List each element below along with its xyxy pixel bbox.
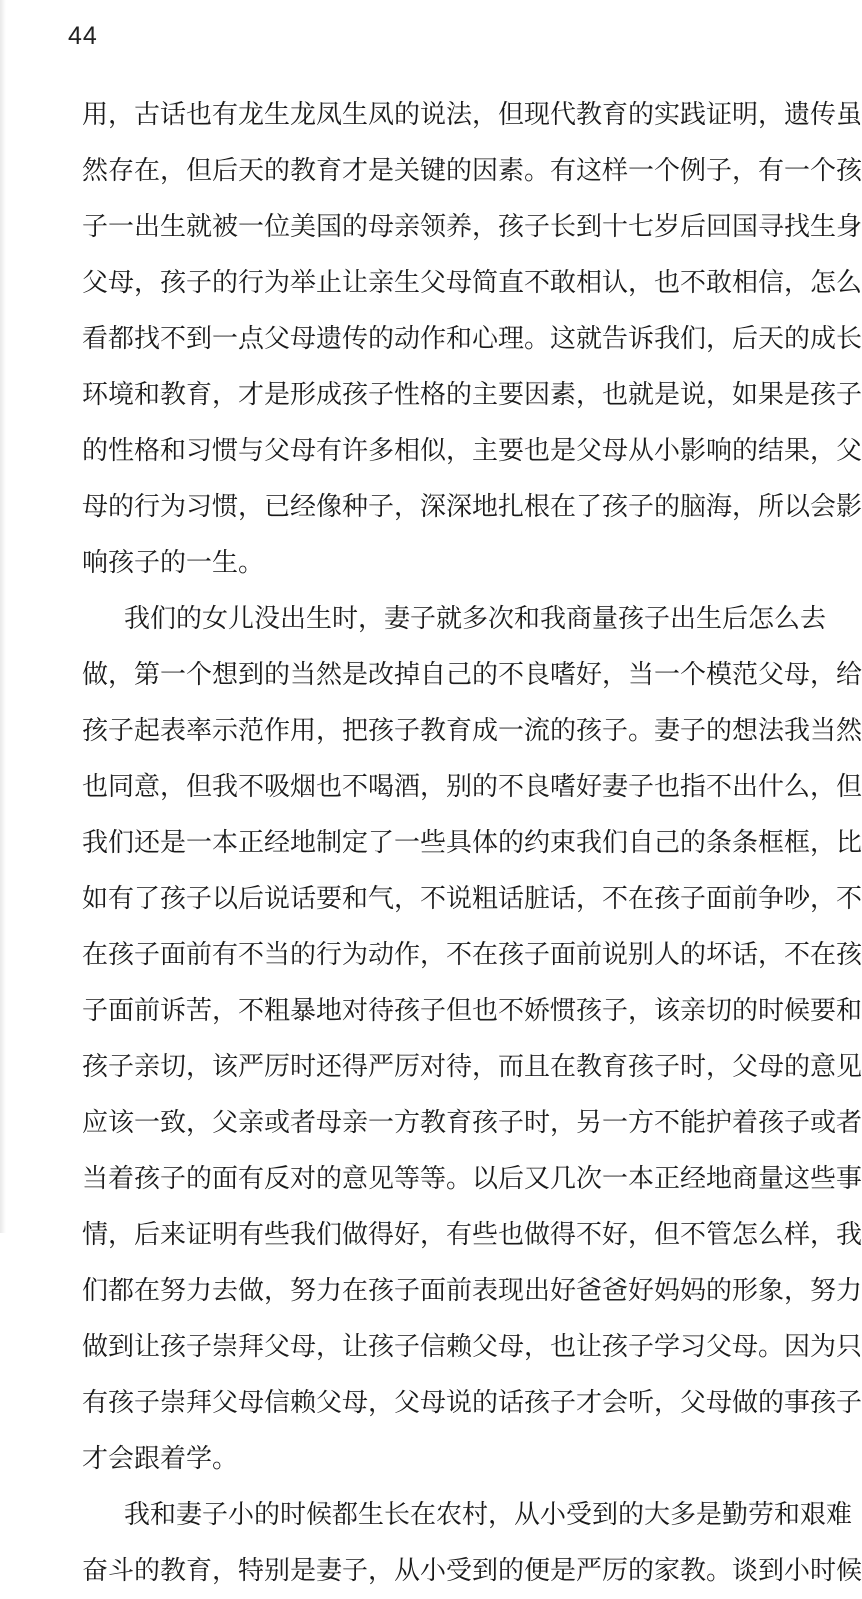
text-line: 的性格和习惯与父母有许多相似，主要也是父母从小影响的结果，父: [82, 436, 862, 466]
text-line: 在孩子面前有不当的行为动作，不在孩子面前说别人的坏话，不在孩: [82, 940, 862, 970]
scan-edge-shadow: [0, 0, 6, 1233]
text-line: 母的行为习惯，已经像种子，深深地扎根在了孩子的脑海，所以会影: [82, 492, 862, 522]
text-line: 们都在努力去做，努力在孩子面前表现出好爸爸好妈妈的形象，努力: [82, 1276, 862, 1306]
text-line: 也同意，但我不吸烟也不喝酒，别的不良嗜好妻子也指不出什么，但: [82, 772, 862, 802]
text-line: 子一出生就被一位美国的母亲领养，孩子长到十七岁后回国寻找生身: [82, 212, 862, 242]
text-line: 我们的女儿没出生时，妻子就多次和我商量孩子出生后怎么去: [124, 604, 827, 634]
text-line: 如有了孩子以后说话要和气，不说粗话脏话，不在孩子面前争吵，不: [82, 884, 862, 914]
text-line: 做到让孩子崇拜父母，让孩子信赖父母，也让孩子学习父母。因为只: [82, 1332, 862, 1362]
text-line: 孩子亲切，该严厉时还得严厉对待，而且在教育孩子时，父母的意见: [82, 1052, 862, 1082]
page-number: 44: [68, 22, 98, 50]
text-line: 子面前诉苦，不粗暴地对待孩子但也不娇惯孩子，该亲切的时候要和: [82, 996, 862, 1026]
text-line: 孩子起表率示范作用，把孩子教育成一流的孩子。妻子的想法我当然: [82, 716, 862, 746]
text-line: 用，古话也有龙生龙凤生凤的说法，但现代教育的实践证明，遗传虽: [82, 100, 862, 130]
text-line: 看都找不到一点父母遗传的动作和心理。这就告诉我们，后天的成长: [82, 324, 862, 354]
text-line: 然存在，但后天的教育才是关键的因素。有这样一个例子，有一个孩: [82, 156, 862, 186]
text-line: 做，第一个想到的当然是改掉自己的不良嗜好，当一个模范父母，给: [82, 660, 862, 690]
text-line: 应该一致，父亲或者母亲一方教育孩子时，另一方不能护着孩子或者: [82, 1108, 862, 1138]
text-line: 我们还是一本正经地制定了一些具体的约束我们自己的条条框框，比: [82, 828, 862, 858]
text-line: 才会跟着学。: [82, 1444, 239, 1474]
text-line: 当着孩子的面有反对的意见等等。以后又几次一本正经地商量这些事: [82, 1164, 862, 1194]
text-line: 奋斗的教育，特别是妻子，从小受到的便是严厉的家教。谈到小时候: [82, 1556, 862, 1586]
text-line: 我和妻子小的时候都生长在农村，从小受到的大多是勤劳和艰难: [124, 1500, 853, 1530]
body-text: [82, 87, 862, 1599]
text-line: 响孩子的一生。: [82, 548, 265, 578]
text-line: 环境和教育，才是形成孩子性格的主要因素，也就是说，如果是孩子: [82, 380, 862, 410]
text-line: 情，后来证明有些我们做得好，有些也做得不好，但不管怎么样，我: [82, 1220, 862, 1250]
text-line: 有孩子崇拜父母信赖父母，父母说的话孩子才会听，父母做的事孩子: [82, 1388, 862, 1418]
text-line: 父母，孩子的行为举止让亲生父母简直不敢相认，也不敢相信，怎么: [82, 268, 862, 298]
